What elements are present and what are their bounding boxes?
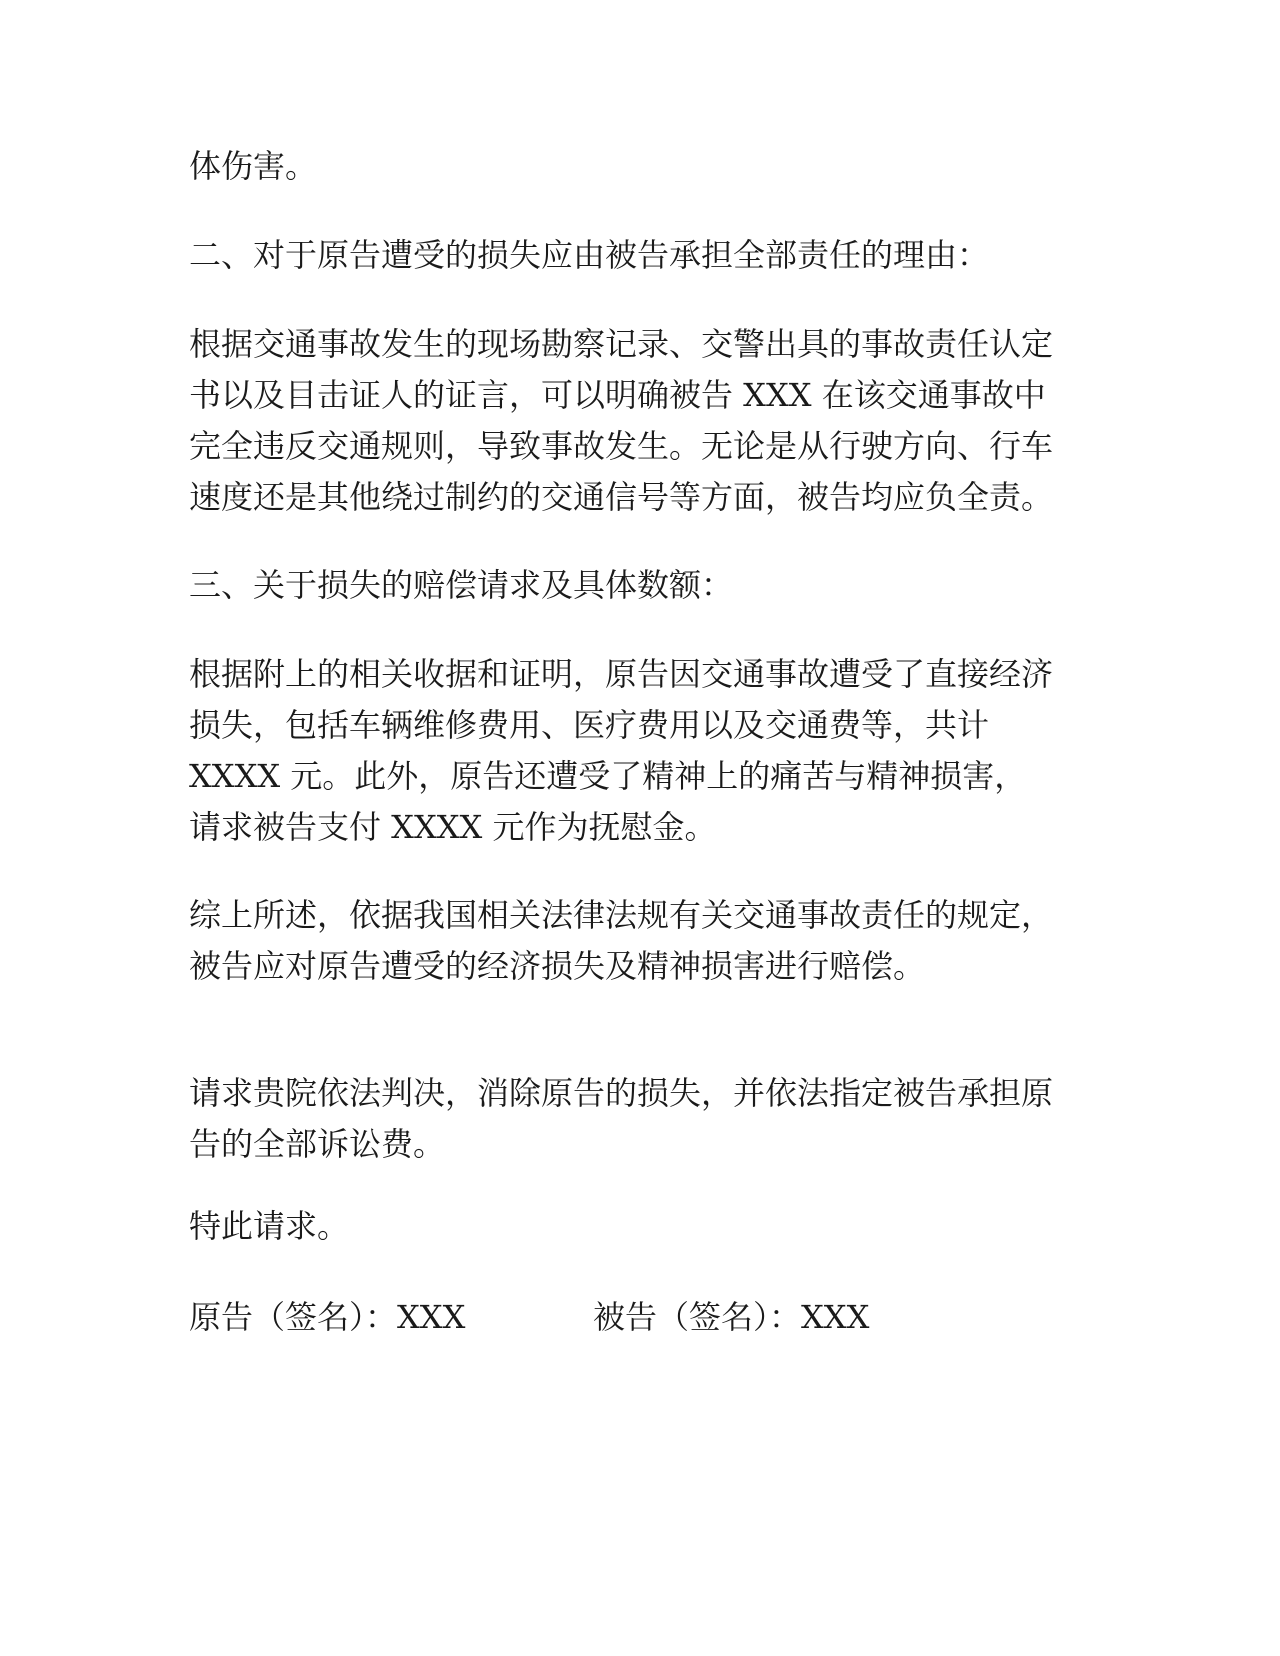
text-line: 损失，包括车辆维修费用、医疗费用以及交通费等，共计 bbox=[189, 706, 990, 744]
text-line: 请求贵院依法判决，消除原告的损失，并依法指定被告承担原 bbox=[189, 1074, 1054, 1112]
text-line: 体伤害。 bbox=[189, 147, 318, 185]
paragraph-summary bbox=[189, 890, 1089, 992]
paragraph-request bbox=[189, 1068, 1089, 1170]
text-line: 书以及目击证人的证言，可以明确被告 XXX 在该交通事故中 bbox=[189, 376, 1046, 414]
paragraph-liability bbox=[189, 319, 1089, 523]
text-line: XXXX 元。此外，原告还遭受了精神上的痛苦与精神损害， bbox=[189, 757, 1027, 795]
text-line: 根据交通事故发生的现场勘察记录、交警出具的事故责任认定 bbox=[189, 325, 1054, 363]
text-line: 特此请求。 bbox=[189, 1207, 350, 1245]
text-line: 综上所述，依据我国相关法律法规有关交通事故责任的规定， bbox=[189, 896, 1054, 934]
text-line: 告的全部诉讼费。 bbox=[189, 1125, 446, 1163]
defendant-signature: 被告（签名）：XXX bbox=[593, 1298, 870, 1336]
section-heading-2 bbox=[189, 230, 1089, 281]
text-line: 二、对于原告遭受的损失应由被告承担全部责任的理由： bbox=[189, 236, 990, 274]
plaintiff-signature: 原告（签名）：XXX bbox=[189, 1298, 466, 1336]
text-line: 根据附上的相关收据和证明，原告因交通事故遭受了直接经济 bbox=[189, 655, 1054, 693]
text-line: 完全违反交通规则，导致事故发生。无论是从行驶方向、行车 bbox=[189, 427, 1054, 465]
text-line: 速度还是其他绕过制约的交通信号等方面，被告均应负全责。 bbox=[189, 478, 1054, 516]
text-line: 三、关于损失的赔偿请求及具体数额： bbox=[189, 566, 734, 604]
paragraph-closing bbox=[189, 1201, 1089, 1252]
paragraph-compensation bbox=[189, 649, 1089, 853]
text-line: 请求被告支付 XXXX 元作为抚慰金。 bbox=[189, 808, 717, 846]
paragraph-intro bbox=[189, 141, 1089, 192]
section-heading-3 bbox=[189, 560, 1089, 611]
text-line: 被告应对原告遭受的经济损失及精神损害进行赔偿。 bbox=[189, 947, 926, 985]
